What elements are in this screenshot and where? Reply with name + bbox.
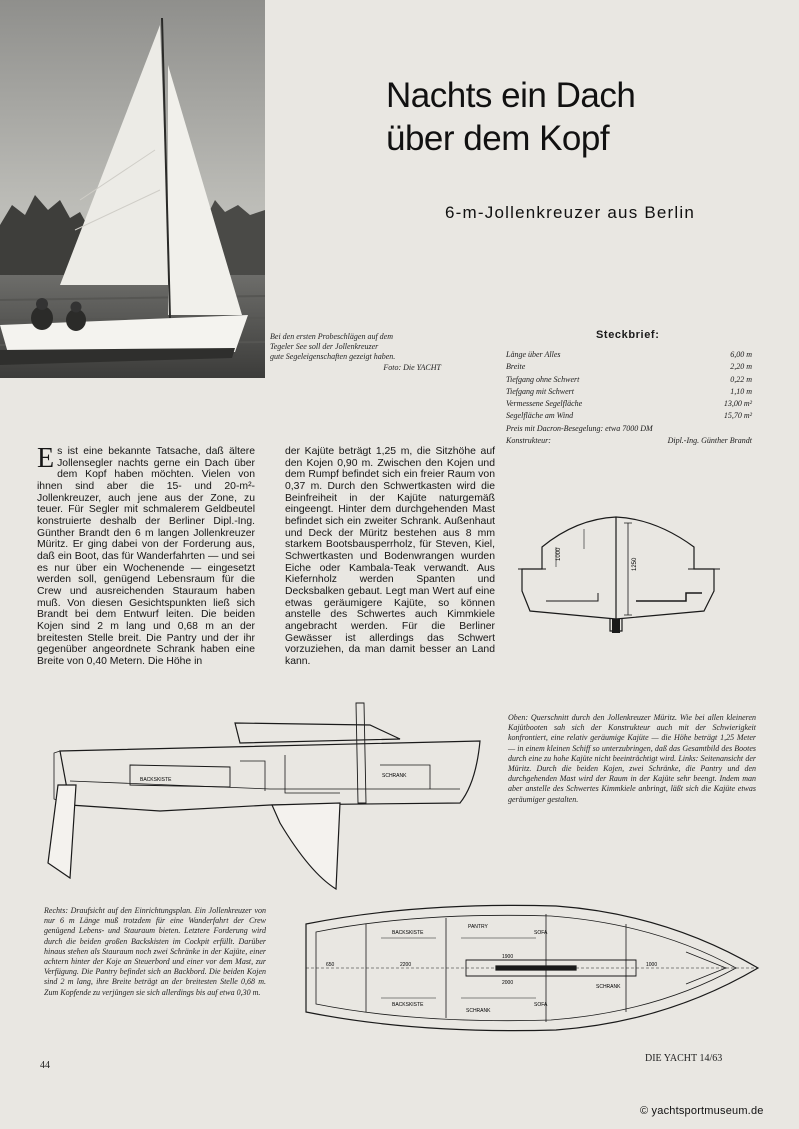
magazine-issue: DIE YACHT 14/63	[645, 1053, 723, 1064]
plan-label-sofa-bottom: SOFA	[534, 1002, 548, 1008]
spec-row	[506, 349, 752, 361]
plan-label-pantry: PANTRY	[468, 924, 488, 930]
spec-label: Tiefgang ohne Schwert	[506, 374, 580, 384]
page-number: 44	[40, 1060, 50, 1071]
spec-value: 2,20 m	[730, 362, 752, 372]
plan-dimension-2: 2200	[400, 962, 412, 968]
plan-label-sofa-top: SOFA	[534, 930, 548, 936]
photo-caption-line: Bei den ersten Probeschlägen auf dem	[270, 332, 394, 341]
side-label-backskiste: BACKSKISTE	[140, 777, 172, 783]
spec-label: Konstrukteur:	[506, 436, 551, 446]
title-line-2: über dem Kopf	[386, 119, 610, 158]
subtitle: 6-m-Jollenkreuzer aus Berlin	[445, 203, 695, 222]
spec-row	[506, 410, 752, 422]
caption-plan-view: Rechts: Draufsicht auf den Einrichtungsplan. Ein Jollenkreuzer von nur 6 m Länge muß trotzdem für eine Wanderfahrt der Crew genügend Lebens- und Stauraum bieten. Letztere Forderung wird durch die beiden großen Backskisten im Cockpit erfüllt. Darüber hinaus stehen als Stauraum noch zwei Schränke in der Kajüte, einer achtern hinter der Koje an Steuerbord und einer vor dem Mast, zur Verfügung. Die Pantry befindet sich an Backbord. Die beiden Kojen sind 2 m lang, ihre Breite beträgt an der breitesten Stelle 0,68 m. Zum Kopfende zu verjüngen sie sich allerdings bis auf etwa 0,30 m.	[44, 906, 266, 997]
section-dimension-2: 1000	[556, 547, 562, 561]
spec-label: Breite	[506, 362, 526, 372]
plan-label-schrank-bottom: SCHRANK	[466, 1008, 491, 1014]
watermark: © yachtsportmuseum.de	[640, 1105, 764, 1117]
plan-view-drawing	[296, 894, 766, 1047]
spec-row	[506, 374, 752, 386]
title-line-1: Nachts ein Dach	[386, 76, 636, 115]
drop-cap: E	[37, 443, 55, 474]
spec-value: 0,22 m	[730, 374, 752, 384]
spec-label: Segelfläche am Wind	[506, 411, 574, 421]
photo-caption	[270, 332, 445, 373]
side-view-drawing	[40, 693, 500, 908]
spec-price: Preis mit Dacron-Besegelung: etwa 7000 DM	[506, 423, 653, 433]
spec-row	[506, 361, 752, 373]
spec-label: Vermessene Segelfläche	[506, 399, 583, 409]
spec-label: Tiefgang mit Schwert	[506, 386, 574, 396]
spec-value: 6,00 m	[730, 350, 752, 359]
steckbrief-title: Steckbrief:	[596, 329, 660, 341]
spec-value: 13,00 m²	[723, 399, 752, 409]
plan-dimension-5: 1000	[646, 962, 658, 968]
plan-label-backskiste-bottom: BACKSKISTE	[392, 1002, 424, 1008]
spec-row	[506, 435, 752, 447]
spec-value: 1,10 m	[730, 386, 752, 396]
spec-row	[506, 386, 752, 398]
spec-value: Dipl.-Ing. Günther Brandt	[667, 436, 752, 446]
article-column-2: der Kajüte beträgt 1,25 m, die Sitzhöhe auf den Kojen 0,90 m. Zwischen den Kojen und dem Rumpf befindet sich ein freier Raum von 0,37 m. Durch den Schwertkasten wird die Beinfreiheit in der Kajüte naturgemäß eingeengt. Hinter dem durchgehenden Mast befindet sich ein zweiter Schrank. Außenhaut und Deck der Müritz bestehen aus 8 mm starkem Bootsbausperrholz, für Steven, Kiel, Schwertkasten und Bodenwrangen wurden Eiche oder Kambala-Teak verwandt. Aus Kiefernholz werden Spanten und Decksbalken gebaut. Legt man Wert auf eine etwas geräumigere Kajüte, so können anstelle des Schwertes auch Kimmkiele angebracht werden. Für die Berliner Gewässer ist allerdings das Schwert vorzuziehen, da man damit besser an Land kann.	[285, 446, 495, 667]
page-title	[386, 74, 696, 160]
caption-cross-section-side: Oben: Querschnitt durch den Jollenkreuzer Müritz. Wie bei allen kleineren Kajütbooten sah sich der Konstrukteur auch mit der Schwierigkeit konfrontiert, eine relativ geräumige Kajüte — die Höhe beträgt 1,25 Meter — in einem kleinen Schiff so unterzubringen, daß das Gesamtbild des Bootes durch eine zu hohe Kajüte nicht beeinträchtigt wird. Links: Seitenansicht der Müritz. Durch die beiden Kojen, zwei Schränke, die Pantry und den durchgehenden Mast wird der Raum in der Kajüte sehr beengt. Indem man aber anstelle des Schwertes Kimmkiele anbringt, läßt sich die Kajüte etwas geräumiger gestalten.	[508, 713, 756, 804]
article-column-1	[37, 443, 255, 667]
plan-dimension-3: 1900	[502, 954, 514, 960]
plan-label-schrank-right: SCHRANK	[596, 984, 621, 990]
spec-row	[506, 398, 752, 410]
plan-dimension-1: 650	[326, 962, 335, 968]
article-text: s ist eine bekannte Tatsache, daß ältere Jollensegler nachts gerne ein Dach über dem Kopf haben möchten. Vielen von ihnen sind aber die 15- und 20-m²-Jollenkreuzer, auch jene aus der Zone, zu teuer. Für Segler mit schmalerem Geldbeutel konstruierte deshalb der Berliner Dipl.-Ing. Günther Brandt den 6 m langen Jollenkreuzer Müritz. Er ging dabei von der Forderung aus, daß ein Boot, das für Wanderfahrten — und sei es nur über ein Wochenende — eingesetzt werden soll, genügend Lebensraum für die Crew und ausreichenden Stauraum haben muß. Von diesen Gesichtspunkten ließ sich Brandt bei dem Entwurf leiten. Die beiden Kojen sind 2 m lang und 0,68 m an der breitesten Stelle breit. Die Pantry und der ihr gegenüber angeordnete Schrank haben eine Breite von 0,40 Metern. Die Höhe in	[37, 446, 255, 667]
photo-caption-line: gute Segeleigenschaften gezeigt haben.	[270, 352, 396, 362]
side-label-schrank: SCHRANK	[382, 773, 407, 779]
plan-dimension-4: 2000	[502, 980, 514, 986]
photo-credit: Foto: Die YACHT	[383, 362, 441, 372]
spec-value: 15,70 m²	[723, 411, 752, 421]
cross-section-drawing	[516, 507, 756, 642]
spec-label: Länge über Alles	[506, 350, 561, 359]
steckbrief-table	[506, 349, 752, 447]
sailboat-photo	[0, 0, 265, 378]
plan-label-backskiste-top: BACKSKISTE	[392, 930, 424, 936]
photo-caption-line: Tegeler See soll der Jollenkreuzer	[270, 342, 379, 352]
section-dimension-1: 1250	[632, 557, 638, 571]
